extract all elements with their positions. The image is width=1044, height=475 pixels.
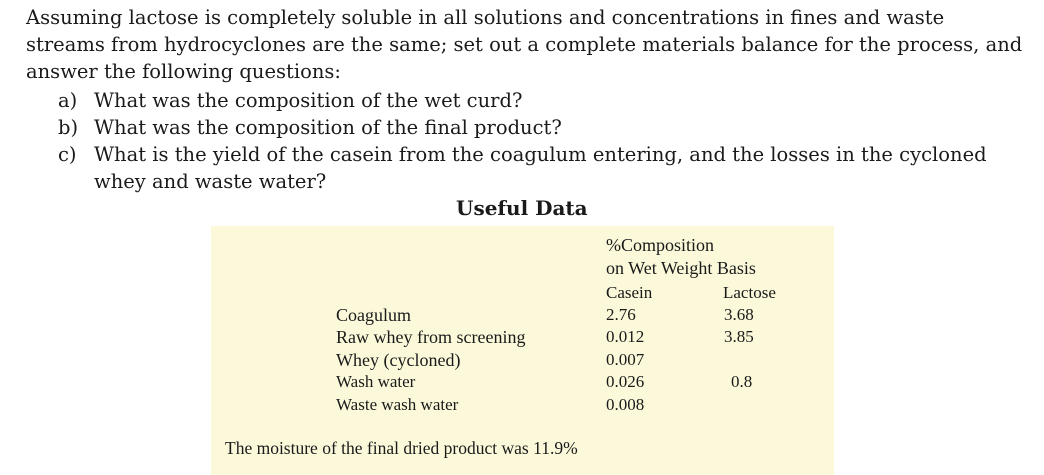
cell-lactose: 3.85 [724, 327, 754, 346]
cell-casein: 0.012 [606, 327, 645, 346]
cell-casein: 0.026 [606, 372, 645, 391]
column-header-casein: Casein [606, 283, 653, 302]
question-item [58, 87, 1033, 114]
row-label-whey-cycloned: Whey (cycloned) [336, 350, 461, 370]
row-label-wash-water: Wash water [336, 372, 416, 391]
question-letter: a) [58, 89, 78, 112]
row-label-raw-whey: Raw whey from screening [336, 327, 526, 347]
question-letter: b) [58, 116, 79, 139]
question-item [58, 114, 1033, 141]
cell-lactose: 0.8 [731, 372, 753, 391]
moisture-note: The moisture of the final dried product was 11.9% [225, 438, 578, 458]
question-item [58, 141, 1033, 195]
cell-casein: 0.008 [606, 395, 645, 414]
row-label-coagulum: Coagulum [336, 305, 411, 325]
column-header-lactose: Lactose [723, 283, 776, 302]
question-list [58, 87, 1033, 195]
useful-data-panel [211, 226, 834, 475]
cell-casein: 2.76 [606, 305, 636, 324]
question-text: What was the composition of the wet curd? [94, 89, 523, 112]
composition-subheader: on Wet Weight Basis [606, 258, 756, 278]
composition-header: %Composition [606, 235, 715, 255]
row-label-waste-wash-water: Waste wash water [336, 395, 459, 414]
useful-data-heading: Useful Data [456, 196, 588, 220]
question-letter: c) [58, 143, 77, 166]
problem-intro: Assuming lactose is completely soluble in all solutions and concentrations in fines and waste streams from hydrocyclones are the same; set out a complete materials balance for the process, and answer the following questions: [26, 6, 1023, 83]
question-text: What is the yield of the casein from the coagulum entering, and the losses in the cycloned whey and waste water? [94, 143, 987, 193]
question-text: What was the composition of the final product? [94, 116, 562, 139]
cell-casein: 0.007 [606, 350, 645, 369]
cell-lactose: 3.68 [724, 305, 754, 324]
